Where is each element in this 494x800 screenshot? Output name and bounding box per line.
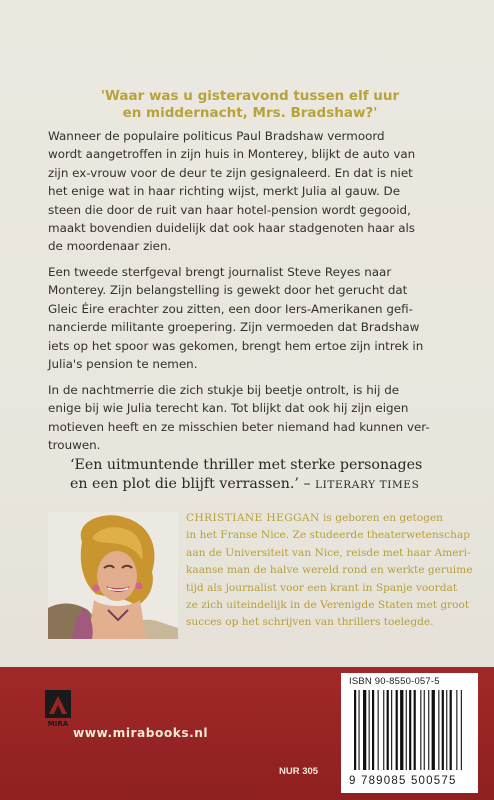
bio-line bbox=[186, 510, 448, 527]
barcode-bar bbox=[400, 690, 403, 770]
quote-text: en een plot die blijft verrassen.’ bbox=[70, 476, 299, 492]
barcode-bar bbox=[428, 690, 429, 770]
quote-line bbox=[70, 475, 440, 495]
barcode-bar bbox=[391, 690, 392, 770]
tagline-line: en middernacht, Mrs. Bradshaw?' bbox=[122, 105, 378, 121]
logo-text: MIRA bbox=[47, 720, 69, 728]
barcode-bar bbox=[424, 690, 425, 770]
bio-line: succes op het schrijven van thrillers toelegde. bbox=[186, 616, 434, 629]
blurb-paragraph-2 bbox=[48, 263, 455, 373]
blurb-line: de moordenaar zien. bbox=[48, 239, 172, 254]
blurb-line: Een tweede sterfgeval brengt journalist Steve Reyes naar bbox=[48, 265, 392, 279]
quote-dash: – bbox=[298, 476, 316, 492]
bio-line: ze zich uiteindelijk in de Verenigde Staten met groot bbox=[186, 599, 470, 612]
quote-source: LITERARY TIMES bbox=[315, 479, 420, 491]
bio-text: is geboren en getogen bbox=[319, 512, 443, 524]
blurb-line: trouwen. bbox=[48, 438, 101, 453]
tagline-line: 'Waar was u gisteravond tussen elf uur bbox=[100, 88, 400, 104]
bio-line: tijd als journalist voor een krant in Spanje voordat bbox=[186, 581, 458, 594]
blurb-line: Monterey. Zijn belangstelling is gewekt door het gerucht dat bbox=[48, 283, 408, 298]
nur-code: NUR 305 bbox=[279, 766, 319, 777]
mira-logo-icon bbox=[45, 690, 71, 728]
blurb-line: iets op het spoor was gekomen, brengt hem ertoe zijn intrek in bbox=[48, 338, 424, 353]
blurb-line: In de nachtmerrie die zich stukje bij beetje ontrolt, is hij de bbox=[48, 383, 400, 397]
bio-line: kaanse man de halve wereld rond en werkte geruime bbox=[186, 564, 473, 577]
barcode-bar bbox=[372, 690, 374, 770]
blurb-line: zijn ex-vrouw voor de deur te zijn gesignaleerd. En dat is niet bbox=[48, 165, 413, 180]
barcode-number: 9 789085 500575 bbox=[349, 775, 457, 787]
blurb-line: Gleic Éire erachter zou zitten, een door Iers-Amerikanen gefi- bbox=[48, 301, 413, 316]
blurb-paragraph-3 bbox=[48, 381, 455, 455]
barcode-bar bbox=[378, 690, 379, 770]
author-name: CHRISTIANE HEGGAN bbox=[186, 512, 320, 524]
barcode-bar bbox=[383, 690, 384, 770]
barcode-bar bbox=[363, 690, 366, 770]
blurb-line: steen die door de ruit van haar hotel-pension wordt gegooid, bbox=[48, 202, 411, 217]
barcode-bar bbox=[414, 690, 416, 770]
barcode-bar bbox=[406, 690, 407, 770]
press-quote bbox=[70, 456, 440, 495]
author-bio bbox=[186, 510, 473, 632]
barcode-bar bbox=[456, 690, 457, 770]
bio-line: aan de Universiteit van Nice, reisde met haar Ameri- bbox=[186, 546, 471, 559]
barcode-bar bbox=[461, 690, 462, 770]
website-link[interactable]: www.mirabooks.nl bbox=[73, 726, 209, 740]
blurb-line: Julia's pension te nemen. bbox=[48, 357, 198, 372]
blurb-line: het enige wat in haar richting wijst, merkt Julia al gauw. De bbox=[48, 184, 401, 199]
barcode-bar bbox=[446, 690, 447, 770]
bio-line: in het Franse Nice. Ze studeerde theaterwetenschap bbox=[186, 529, 471, 542]
barcode-bar bbox=[432, 690, 435, 770]
barcode-bar bbox=[442, 690, 444, 770]
blurb-line: Wanneer de populaire politicus Paul Bradshaw vermoord bbox=[48, 129, 385, 143]
barcode-bar bbox=[396, 690, 398, 770]
barcode-bar bbox=[387, 690, 389, 770]
barcode-bar bbox=[369, 690, 370, 770]
blurb-line: wordt aangetroffen in zijn huis in Monterey, blijkt de auto van bbox=[48, 147, 416, 162]
isbn-number: ISBN 90-8550-057-5 bbox=[349, 676, 440, 687]
blurb-line: maakt bovendien duidelijk dat ook haar stadgenoten haar als bbox=[48, 221, 415, 236]
blurb-line: nancierde militante groepering. Zijn vermoeden dat Bradshaw bbox=[48, 320, 420, 335]
blurb-line: motieven heeft en ze misschien beter niemand had kunnen ver- bbox=[48, 419, 430, 434]
blurb-line: enige bij wie Julia terecht kan. Tot blijkt dat ook hij zijn eigen bbox=[48, 401, 409, 416]
barcode-bar bbox=[438, 690, 439, 770]
barcode-bar bbox=[420, 690, 421, 770]
barcode-bar bbox=[354, 690, 356, 770]
barcode-icon bbox=[352, 690, 470, 772]
barcode-bar bbox=[450, 690, 452, 770]
tagline bbox=[60, 88, 440, 122]
barcode-bar bbox=[359, 690, 360, 770]
blurb-paragraph-1 bbox=[48, 127, 455, 256]
barcode-bar bbox=[409, 690, 411, 770]
quote-line: ‘Een uitmuntende thriller met sterke personages bbox=[70, 457, 423, 473]
author-photo bbox=[48, 512, 178, 639]
author-portrait bbox=[48, 512, 178, 639]
